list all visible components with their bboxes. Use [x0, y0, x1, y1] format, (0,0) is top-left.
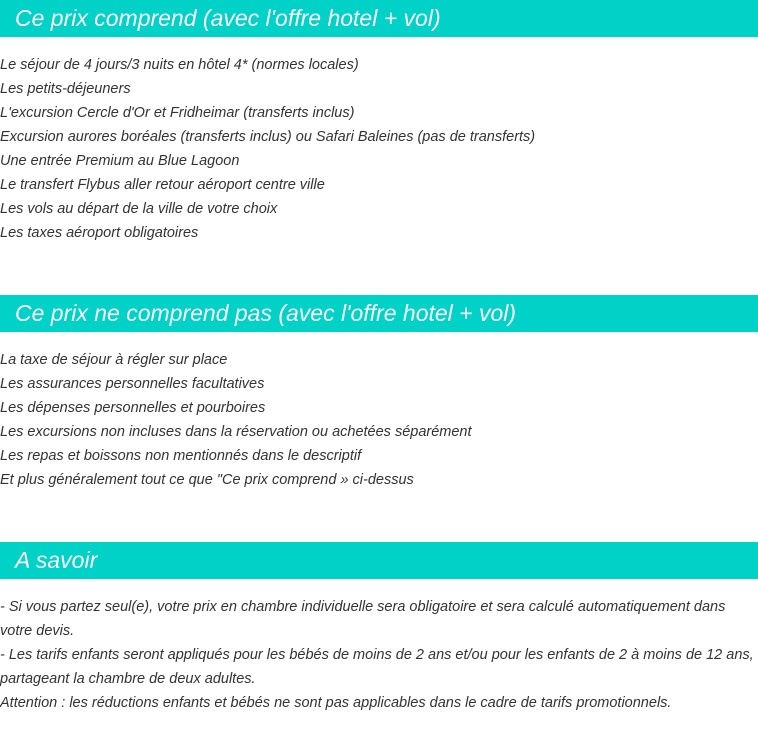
not-included-item: La taxe de séjour à régler sur place: [0, 352, 228, 368]
not-included-section-title: Ce prix ne comprend pas (avec l'offre hotel + vol): [0, 295, 758, 332]
not-included-item: Les assurances personnelles facultatives: [0, 376, 265, 392]
not-included-item: Et plus généralement tout ce que "Ce prix comprend » ci-dessus: [0, 472, 414, 488]
to-know-section-title: A savoir: [0, 542, 758, 579]
not-included-item: Les repas et boissons non mentionnés dans le descriptif: [0, 448, 362, 464]
included-item: Le séjour de 4 jours/3 nuits en hôtel 4* (normes locales): [0, 57, 359, 73]
to-know-paragraph: [0, 595, 758, 715]
included-item: Excursion aurores boréales (transferts inclus) ou Safari Baleines (pas de transferts): [0, 129, 536, 145]
included-item: Les taxes aéroport obligatoires: [0, 225, 199, 241]
not-included-list: [0, 348, 758, 492]
included-item: Les petits-déjeuners: [0, 81, 131, 97]
included-list: [0, 53, 758, 245]
to-know-line-solo: - Si vous partez seul(e), votre prix en chambre individuelle sera obligatoire et sera calculé automatiquement dans votre devis.: [0, 599, 726, 639]
included-item: Une entrée Premium au Blue Lagoon: [0, 153, 240, 169]
to-know-line-attention: Attention : les réductions enfants et bébés ne sont pas applicables dans le cadre de tarifs promotionnels.: [0, 695, 672, 711]
included-item: L'excursion Cercle d'Or et Fridheimar (transferts inclus): [0, 105, 355, 121]
not-included-item: Les dépenses personnelles et pourboires: [0, 400, 266, 416]
included-section-title: Ce prix comprend (avec l'offre hotel + vol): [0, 0, 758, 37]
included-item: Le transfert Flybus aller retour aéroport centre ville: [0, 177, 325, 193]
included-item: Les vols au départ de la ville de votre choix: [0, 201, 278, 217]
not-included-item: Les excursions non incluses dans la réservation ou achetées séparément: [0, 424, 472, 440]
to-know-line-children: - Les tarifs enfants seront appliqués pour les bébés de moins de 2 ans et/ou pour les enfants de 2 à moins de 12 ans, partageant la chambre de deux adultes.: [0, 647, 754, 687]
